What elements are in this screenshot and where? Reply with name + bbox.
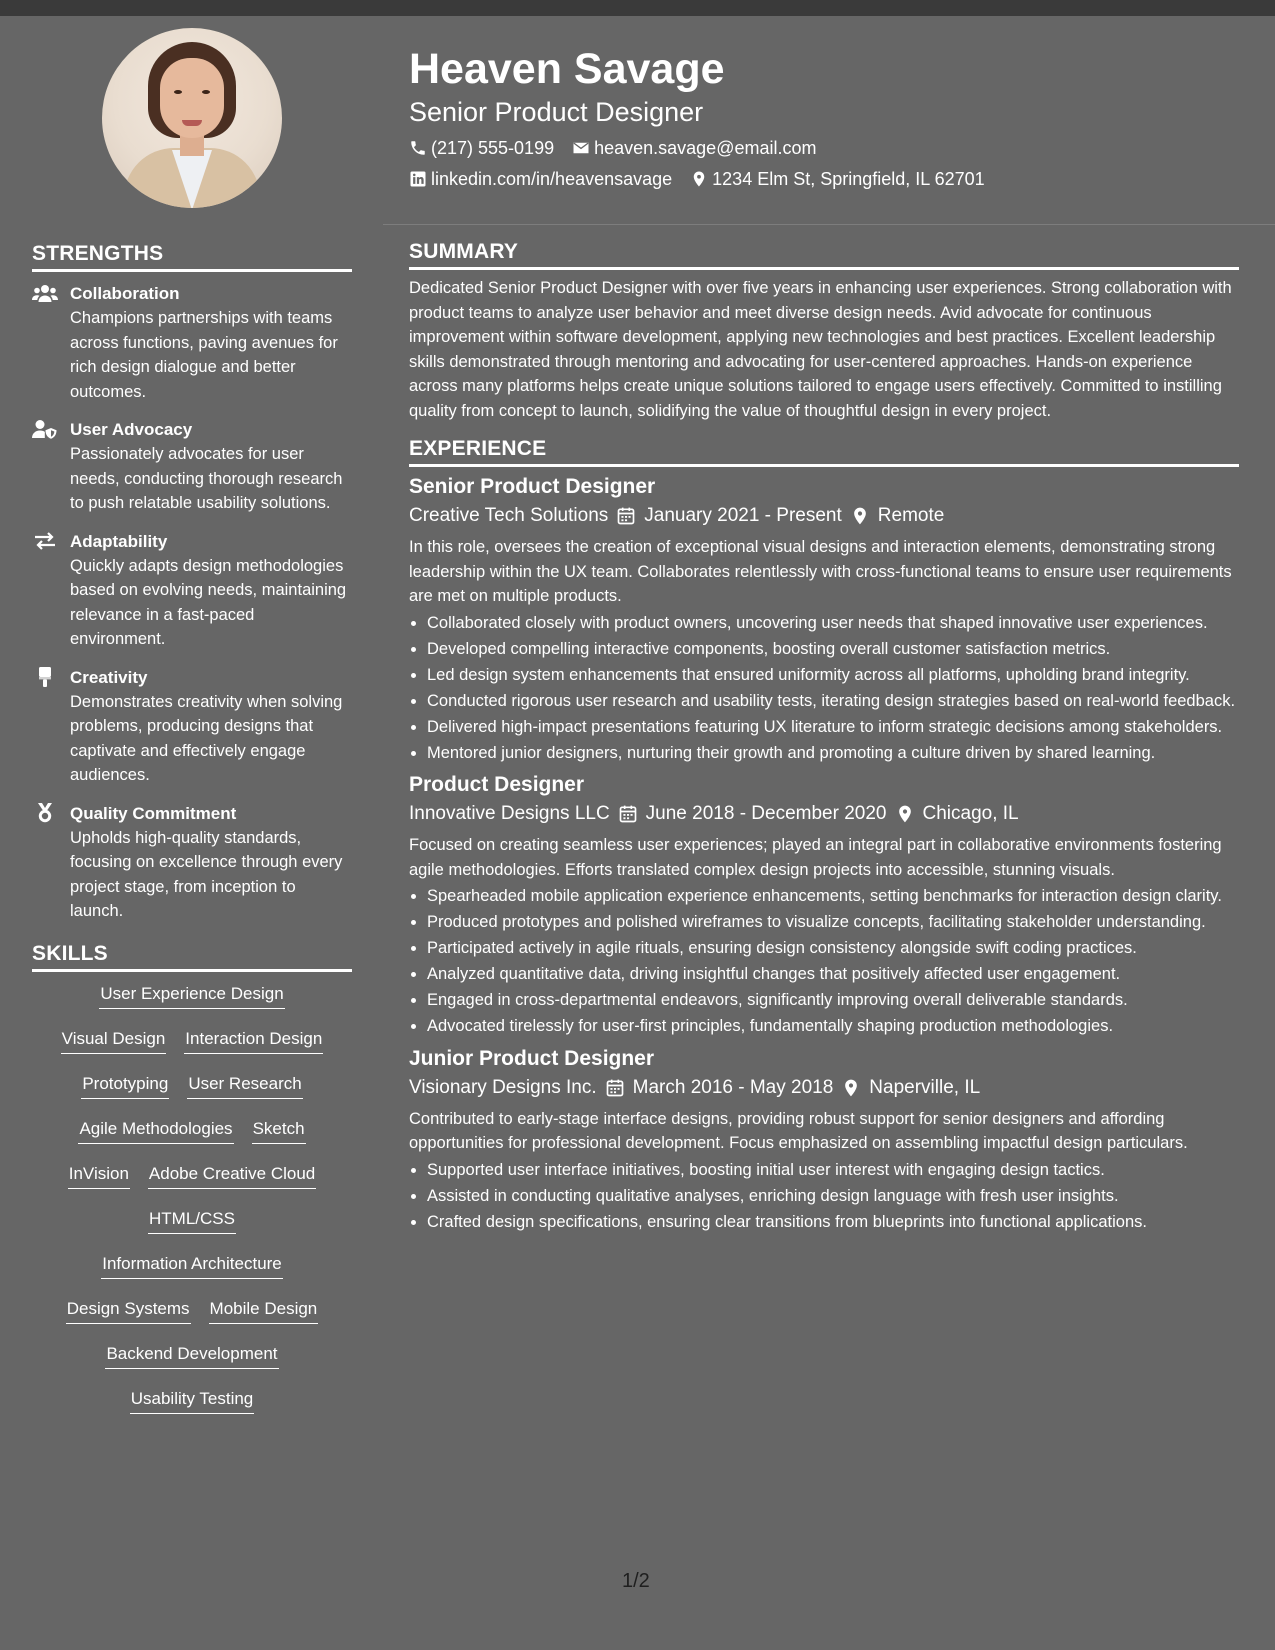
job-location: Remote: [877, 505, 945, 526]
list-item: • Led design system enhancements that ensured uniformity across all platforms, upholding brand integrity.: [427, 663, 1239, 688]
job-description: Contributed to early-stage interface designs, providing robust support for senior designers and affording opportunities for professional development. Focus emphasized on assembling impactful design particulars.: [409, 1109, 1188, 1152]
email-contact[interactable]: [572, 136, 816, 160]
strength-description: Demonstrates creativity when solving problems, producing designs that captivate and effectively engage audiences.: [70, 692, 343, 784]
job-title: Product Designer: [409, 773, 585, 796]
list-item: • Produced prototypes and polished wireframes to visualize concepts, facilitating stakeholder understanding.: [427, 910, 1239, 935]
summary-text: Dedicated Senior Product Designer with over five years in enhancing user experiences. Strong collaboration with product teams to analyze user behavior and meet diverse design needs. Avid advocate for continuous improvement within software development, applying new technologies and best practices. Excellent leadership skills demonstrated through mentoring and advocating for user-centered approaches. Hands-on experience across many platforms helps create unique solutions tailored to engage users effectively. Committed to instilling quality from concept to launch, solidifying the value of thoughtful design in every project.: [409, 279, 1232, 420]
experience-list: [409, 473, 1239, 1234]
candidate-name: Heaven Savage: [409, 45, 725, 93]
top-bar: [0, 0, 1275, 16]
strength-item: [32, 418, 352, 516]
list-item: • Crafted design specifications, ensuring clear transitions from blueprints into functional applications.: [427, 1210, 1239, 1235]
user-shield-icon: [32, 419, 58, 439]
list-item: • Conducted rigorous user research and usability tests, iterating design strategies based on real-world feedback.: [427, 689, 1239, 714]
company-name: Innovative Designs LLC: [409, 803, 610, 824]
calendar-icon: [616, 506, 636, 526]
job-dates: March 2016 - May 2018: [632, 1076, 834, 1098]
job-title: Senior Product Designer: [409, 475, 656, 498]
map-pin-icon: [895, 804, 915, 824]
list-item: • Supported user interface initiatives, boosting initial user interest with engaging design tactics.: [427, 1158, 1239, 1183]
map-pin-icon: [841, 1078, 861, 1098]
company-name: Creative Tech Solutions: [409, 505, 609, 526]
linkedin-icon: [409, 170, 427, 188]
email-text[interactable]: heaven.savage@email.com: [594, 138, 817, 158]
phone-text: (217) 555-0199: [431, 138, 555, 158]
skill-tag: Usability Testing: [130, 1387, 255, 1414]
skill-tag: Backend Development: [105, 1342, 278, 1369]
list-item: • Spearheaded mobile application experience enhancements, setting benchmarks for interaction design clarity.: [427, 884, 1239, 909]
strength-description: Champions partnerships with teams across functions, paving avenues for rich design dialogue and better outcomes.: [70, 309, 338, 401]
phone-contact: [409, 136, 554, 160]
map-pin-icon: [850, 506, 870, 526]
skill-row: [32, 1387, 352, 1432]
calendar-icon: [605, 1078, 625, 1098]
job-location: Chicago, IL: [922, 803, 1019, 824]
arrows-exchange-icon: [32, 531, 58, 551]
header-divider: [383, 224, 1275, 225]
list-item: • Engaged in cross-departmental endeavors, significantly improving overall deliverable standards.: [427, 988, 1239, 1013]
job-meta: [409, 1073, 1239, 1103]
list-item: • Participated actively in agile rituals, ensuring design consistency alongside swift coding practices.: [427, 936, 1239, 961]
skill-row: [32, 982, 352, 1027]
header: [409, 44, 1249, 191]
strength-item: [32, 666, 352, 788]
strengths-list: [32, 282, 352, 924]
skill-row: [32, 1072, 352, 1117]
list-item: • Advocated tirelessly for user-first principles, fundamentally shaping production methodologies.: [427, 1014, 1239, 1039]
summary-heading: SUMMARY: [409, 240, 1239, 270]
skill-row: [32, 1162, 352, 1207]
profile-photo: [102, 28, 282, 208]
list-item: • Collaborated closely with product owners, uncovering user needs that shaped innovative user experiences.: [427, 611, 1239, 636]
skills-heading: SKILLS: [32, 942, 352, 972]
job-bullets: [409, 611, 1239, 766]
job-title: Junior Product Designer: [409, 1046, 655, 1070]
skill-tag: HTML/CSS: [148, 1207, 236, 1234]
candidate-title: Senior Product Designer: [409, 97, 704, 127]
strength-item: [32, 802, 352, 924]
skill-row: [32, 1117, 352, 1162]
skill-tag: Information Architecture: [101, 1252, 283, 1279]
job-entry: [409, 771, 1239, 1039]
strength-title: Collaboration: [70, 284, 180, 303]
skill-tag: Sketch: [252, 1117, 306, 1144]
address-contact: [690, 167, 985, 191]
calendar-icon: [618, 804, 638, 824]
strength-description: Passionately advocates for user needs, conducting thorough research to push relatable usability solutions.: [70, 445, 343, 512]
strength-item: [32, 282, 352, 404]
right-column: [409, 240, 1239, 1240]
skill-row: [32, 1027, 352, 1072]
skill-tag: Visual Design: [61, 1027, 167, 1054]
paint-brush-icon: [32, 667, 58, 687]
skill-row: [32, 1207, 352, 1252]
list-item: • Delivered high-impact presentations featuring UX literature to inform strategic decisions among stakeholders.: [427, 715, 1239, 740]
list-item: • Developed compelling interactive components, boosting overall customer satisfaction metrics.: [427, 637, 1239, 662]
list-item: • Analyzed quantitative data, driving insightful changes that positively affected user engagement.: [427, 962, 1239, 987]
page-number: 1/2: [622, 1570, 650, 1592]
skill-tag: Adobe Creative Cloud: [148, 1162, 316, 1189]
linkedin-text[interactable]: linkedin.com/in/heavensavage: [431, 169, 673, 189]
skill-tag: Mobile Design: [209, 1297, 319, 1324]
job-description: In this role, oversees the creation of exceptional visual designs and interaction elements, demonstrating strong leadership within the UX team. Collaborates relentlessly with cross-functional teams to ensure user requirements are met on multiple products.: [409, 538, 1232, 605]
strength-title: Adaptability: [70, 531, 168, 551]
address-text: 1234 Elm St, Springfield, IL 62701: [712, 169, 985, 189]
strengths-heading: STRENGTHS: [32, 242, 352, 272]
linkedin-contact[interactable]: [409, 167, 672, 191]
map-pin-icon: [690, 170, 708, 188]
job-meta: [409, 799, 1239, 829]
job-entry: [409, 1045, 1239, 1235]
company-name: Visionary Designs Inc.: [409, 1076, 597, 1098]
strength-title: Quality Commitment: [70, 803, 237, 823]
skill-tag: Design Systems: [66, 1297, 191, 1324]
envelope-icon: [572, 139, 590, 157]
job-description: Focused on creating seamless user experiences; played an integral part in collaborative environments fostering agile methodologies. Efforts translated complex design projects into accessible, stunning visuals.: [409, 836, 1222, 879]
skill-tag: User Experience Design: [99, 982, 284, 1009]
job-meta: [409, 501, 1239, 531]
job-dates: June 2018 - December 2020: [645, 803, 887, 824]
medal-icon: [32, 803, 58, 823]
skill-row: [32, 1297, 352, 1342]
strength-item: [32, 530, 352, 652]
job-entry: [409, 473, 1239, 765]
experience-heading: EXPERIENCE: [409, 437, 1239, 467]
list-item: • Mentored junior designers, nurturing their growth and promoting a culture driven by shared learning.: [427, 741, 1239, 766]
phone-icon: [409, 139, 427, 157]
strength-title: User Advocacy: [70, 420, 193, 439]
skill-tag: Agile Methodologies: [78, 1117, 233, 1144]
skill-tag: InVision: [68, 1162, 130, 1189]
skill-row: [32, 1252, 352, 1297]
skills-list: [32, 982, 352, 1432]
users-icon: [32, 283, 58, 303]
job-bullets: [409, 884, 1239, 1039]
strength-description: Quickly adapts design methodologies based on evolving needs, maintaining relevance in a fast-paced environment.: [70, 556, 347, 648]
skill-tag: Interaction Design: [184, 1027, 323, 1054]
job-bullets: [409, 1158, 1239, 1235]
strength-title: Creativity: [70, 667, 148, 687]
skill-row: [32, 1342, 352, 1387]
strength-description: Upholds high-quality standards, focusing on excellence through every project stage, from inception to launch.: [70, 828, 343, 920]
skill-tag: Prototyping: [81, 1072, 169, 1099]
skill-tag: User Research: [187, 1072, 302, 1099]
job-dates: January 2021 - Present: [644, 505, 842, 526]
list-item: • Assisted in conducting qualitative analyses, enriching design language with fresh user insights.: [427, 1184, 1239, 1209]
job-location: Naperville, IL: [869, 1076, 981, 1098]
